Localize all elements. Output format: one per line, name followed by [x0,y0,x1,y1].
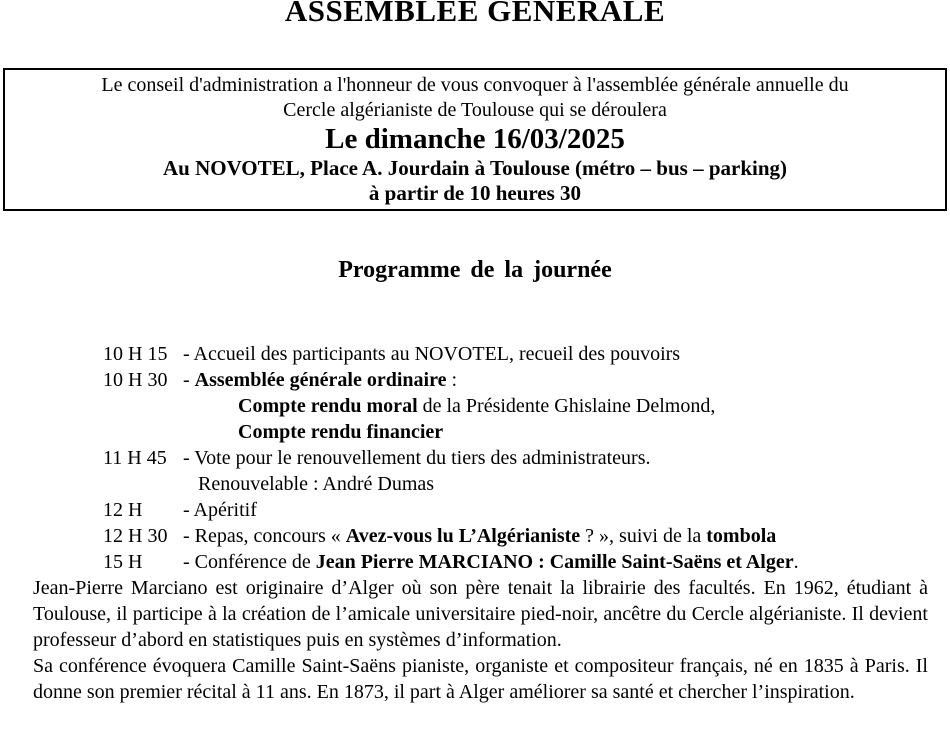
program-text: - Vote pour le renouvellement du tiers des administrateurs. [183,447,651,469]
program-line [103,341,950,367]
program-line [103,549,950,575]
program-text: ? », suivi de la [580,525,707,547]
event-start-time: à partir de 10 heures 30 [368,181,582,205]
program-text-bold: Compte rendu financier [238,421,444,443]
program-time: 12 H 30 [103,525,168,547]
paragraph-biography: Jean-Pierre Marciano est originaire d’Alger où son père tenait la librairie des facultés. En 1962, étudiant à Toulouse, il participe à la création de l’amicale universitaire pied-noir, ancêtre du Cercle algérianiste. Il devient professeur d’abord en statistiques puis en systèmes d’information. [33,577,928,651]
program-line [198,471,950,497]
paragraph-conference-topic: Sa conférence évoquera Camille Saint-Saëns pianiste, organiste et compositeur français, né en 1835 à Paris. Il donne son premier récital à 11 ans. En 1873, il part à Alger améliorer sa santé et chercher l’inspiration. [33,655,928,703]
program-text: Renouvelable : André Dumas [198,473,435,495]
program-text: - Repas, concours « [183,525,346,547]
invitation-intro-line-1: Le conseil d'administration a l'honneur de vous convoquer à l'assemblée générale annuelle du [101,74,849,96]
program-line [103,523,950,549]
program-time: 15 H [103,551,143,573]
program-time: 10 H 30 [103,369,168,391]
conference-description [33,575,928,705]
program-text: : [446,369,458,391]
program-text: - Conférence de [183,551,316,573]
program-text-bold: tombola [706,525,777,547]
program-time: 12 H [103,499,143,521]
program-text-bold: Assemblée générale ordinaire [194,369,447,391]
program-text: de la Présidente Ghislaine Delmond, [417,395,716,417]
page-title: ASSEMBLEE GENERALE [284,0,666,28]
program-line [238,393,950,419]
program-text-bold: Jean Pierre MARCIANO : Camille Saint-Saëns et Alger [315,551,794,573]
program-time: 10 H 15 [103,343,168,365]
event-location: Au NOVOTEL, Place A. Jourdain à Toulouse (métro – bus – parking) [162,156,788,180]
program-line [238,419,950,445]
program-lines [0,341,950,575]
program-line [103,497,950,523]
invitation-box [3,68,947,211]
invitation-intro-line-2: Cercle algérianiste de Toulouse qui se déroulera [283,99,667,121]
program-text: . [793,551,799,573]
program-heading: Programme de la journée [338,257,612,283]
event-date: Le dimanche 16/03/2025 [325,123,625,155]
program-text-bold: Avez-vous lu L’Algérianiste [345,525,581,547]
program-time: 11 H 45 [103,447,167,469]
program-line [103,367,950,393]
program-text: - Apéritif [183,499,257,521]
program-text: - Accueil des participants au NOVOTEL, recueil des pouvoirs [183,343,681,365]
program-line [103,445,950,471]
program-text: - [183,369,195,391]
program-text-bold: Compte rendu moral [238,395,418,417]
